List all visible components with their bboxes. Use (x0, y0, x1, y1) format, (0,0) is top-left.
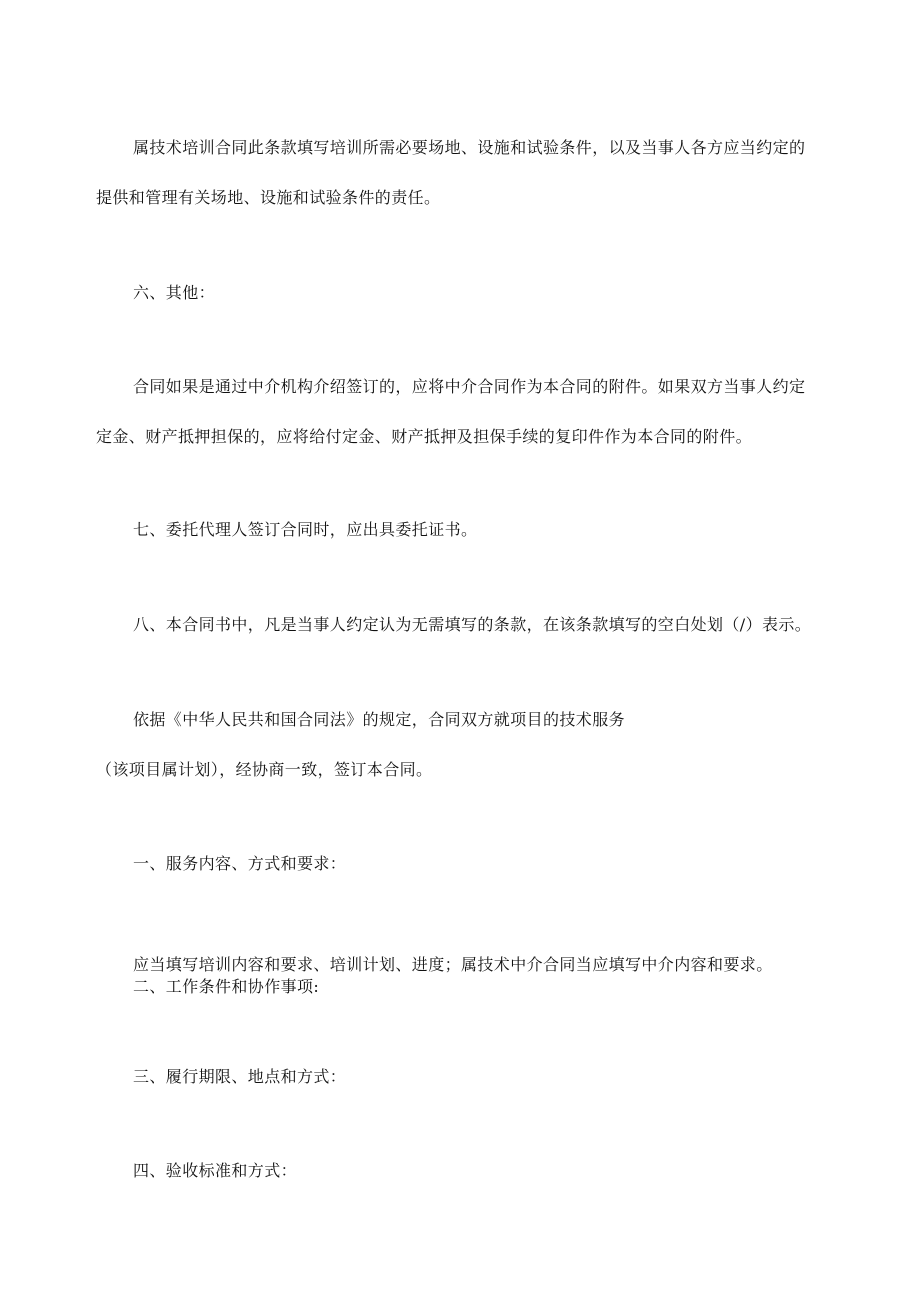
paragraph-line: （该项目属计划），经协商一致，签订本合同。 (96, 760, 433, 779)
section-heading-four: 四、验收标准和方式： (133, 1161, 298, 1180)
section-heading-six: 六、其他： (133, 283, 216, 302)
paragraph-line: 依据《中华人民共和国合同法》的规定，合同双方就项目的技术服务 (133, 710, 626, 729)
section-heading-seven: 七、委托代理人签订合同时，应出具委托证书。 (133, 520, 478, 539)
paragraph-line: 应当填写培训内容和要求、培训计划、进度；属技术中介合同当应填写中介内容和要求。 (133, 955, 773, 974)
paragraph-line: 属技术培训合同此条款填写培训所需必要场地、设施和试验条件，以及当事人各方应当约定的 (133, 138, 806, 157)
section-heading-eight: 八、本合同书中，凡是当事人约定认为无需填写的条款，在该条款填写的空白处划（/）表示。 (133, 615, 812, 634)
section-heading-two: 二、工作条件和协作事项: (133, 977, 320, 996)
section-heading-three: 三、履行期限、地点和方式： (133, 1067, 347, 1086)
paragraph-line: 定金、财产抵押担保的，应将给付定金、财产抵押及担保手续的复印件作为本合同的附件。 (96, 427, 753, 446)
paragraph-line: 提供和管理有关场地、设施和试验条件的责任。 (96, 188, 441, 207)
paragraph-line: 合同如果是通过中介机构介绍签订的，应将中介合同作为本合同的附件。如果双方当事人约定 (133, 377, 806, 396)
section-heading-one: 一、服务内容、方式和要求： (133, 854, 347, 873)
